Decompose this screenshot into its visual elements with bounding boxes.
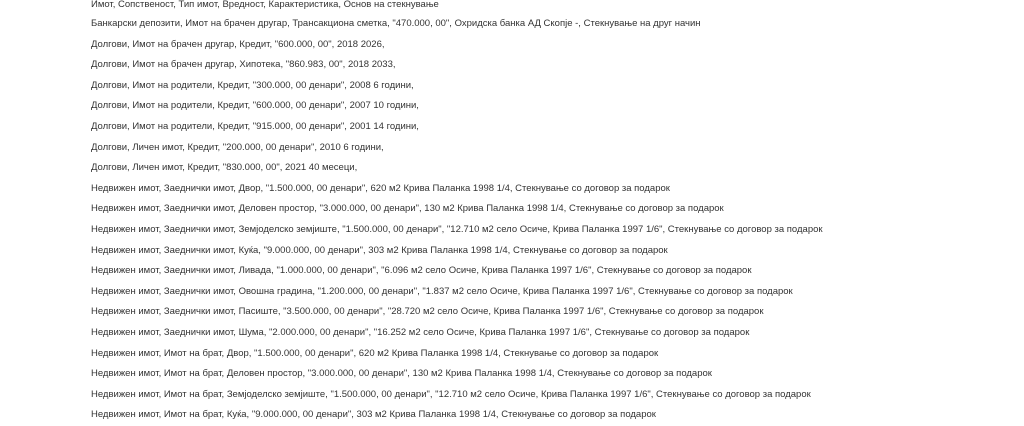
- record-row: Недвижен имот, Заеднички имот, Земјоделско земјиште, "1.500.000, 00 денари", "12.710 м2 село Осиче, Крива Паланка 1997 1/6", Стекнување со договор за подарок: [91, 223, 823, 235]
- csv-header-row: Имот, Сопственост, Тип имот, Вредност, Карактеристика, Основ на стекнување: [91, 0, 439, 10]
- record-row: Недвижен имот, Заеднички имот, Деловен простор, "3.000.000, 00 денари", 130 м2 Крива Паланка 1998 1/4, Стекнување со договор за подарок: [91, 203, 724, 215]
- record-row: Недвижен имот, Заеднички имот, Шума, "2.000.000, 00 денари", "16.252 м2 село Осиче, Крива Паланка 1997 1/6", Стекнување со договор за подарок: [91, 326, 750, 338]
- record-row: Недвижен имот, Имот на брат, Деловен простор, "3.000.000, 00 денари", 130 м2 Крива Паланка 1998 1/4, Стекнување со договор за подарок: [91, 368, 712, 380]
- record-row: Недвижен имот, Заеднички имот, Ливада, "1.000.000, 00 денари", "6.096 м2 село Осиче, Крива Паланка 1997 1/6", Стекнување со договор за подарок: [91, 265, 752, 277]
- record-row: Недвижен имот, Имот на брат, Земјоделско земјиште, "1.500.000, 00 денари", "12.710 м2 село Осиче, Крива Паланка 1997 1/6", Стекнување со договор за подарок: [91, 388, 811, 400]
- record-row: Недвижен имот, Заеднички имот, Овошна градина, "1.200.000, 00 денари", "1.837 м2 село Осиче, Крива Паланка 1997 1/6", Стекнување со договор за подарок: [91, 285, 793, 297]
- record-row: Долгови, Личен имот, Кредит, "200.000, 00 денари", 2010 6 години,: [91, 141, 384, 153]
- record-row: Недвижен имот, Имот на брат, Куќа, "9.000.000, 00 денари", 303 м2 Крива Паланка 1998 1/4, Стекнување со договор за подарок: [91, 409, 656, 421]
- record-row: Долгови, Имот на родители, Кредит, "915.000, 00 денари", 2001 14 години,: [91, 120, 419, 132]
- record-row: Банкарски депозити, Имот на брачен другар, Трансакциона сметка, "470.000, 00", Охридска банка АД Скопје -, Стекнување на друг начин: [91, 18, 701, 29]
- record-row: Недвижен имот, Заеднички имот, Двор, "1.500.000, 00 денари", 620 м2 Крива Паланка 1998 1/4, Стекнување со договор за подарок: [91, 182, 670, 194]
- record-row: Недвижен имот, Имот на брат, Двор, "1.500.000, 00 денари", 620 м2 Крива Паланка 1998 1/4, Стекнување со договор за подарок: [91, 347, 659, 359]
- record-row: Недвижен имот, Заеднички имот, Пасиште, "3.500.000, 00 денари", "28.720 м2 село Осиче, Крива Паланка 1997 1/6", Стекнување со договор за подарок: [91, 306, 764, 318]
- record-row: Долгови, Имот на родители, Кредит, "600.000, 00 денари", 2007 10 години,: [91, 100, 419, 112]
- record-row: Долгови, Имот на брачен другар, Кредит, "600.000, 00", 2018 2026,: [91, 38, 385, 50]
- record-row: Долгови, Имот на брачен другар, Хипотека, "860.983, 00", 2018 2033,: [91, 59, 396, 71]
- record-row: Недвижен имот, Заеднички имот, Куќа, "9.000.000, 00 денари", 303 м2 Крива Паланка 1998 1/4, Стекнување со договор за подарок: [91, 244, 668, 256]
- record-row: Долгови, Имот на родители, Кредит, "300.000, 00 денари", 2008 6 години,: [91, 79, 414, 91]
- record-row: Долгови, Личен имот, Кредит, "830.000, 00", 2021 40 месеци,: [91, 162, 358, 174]
